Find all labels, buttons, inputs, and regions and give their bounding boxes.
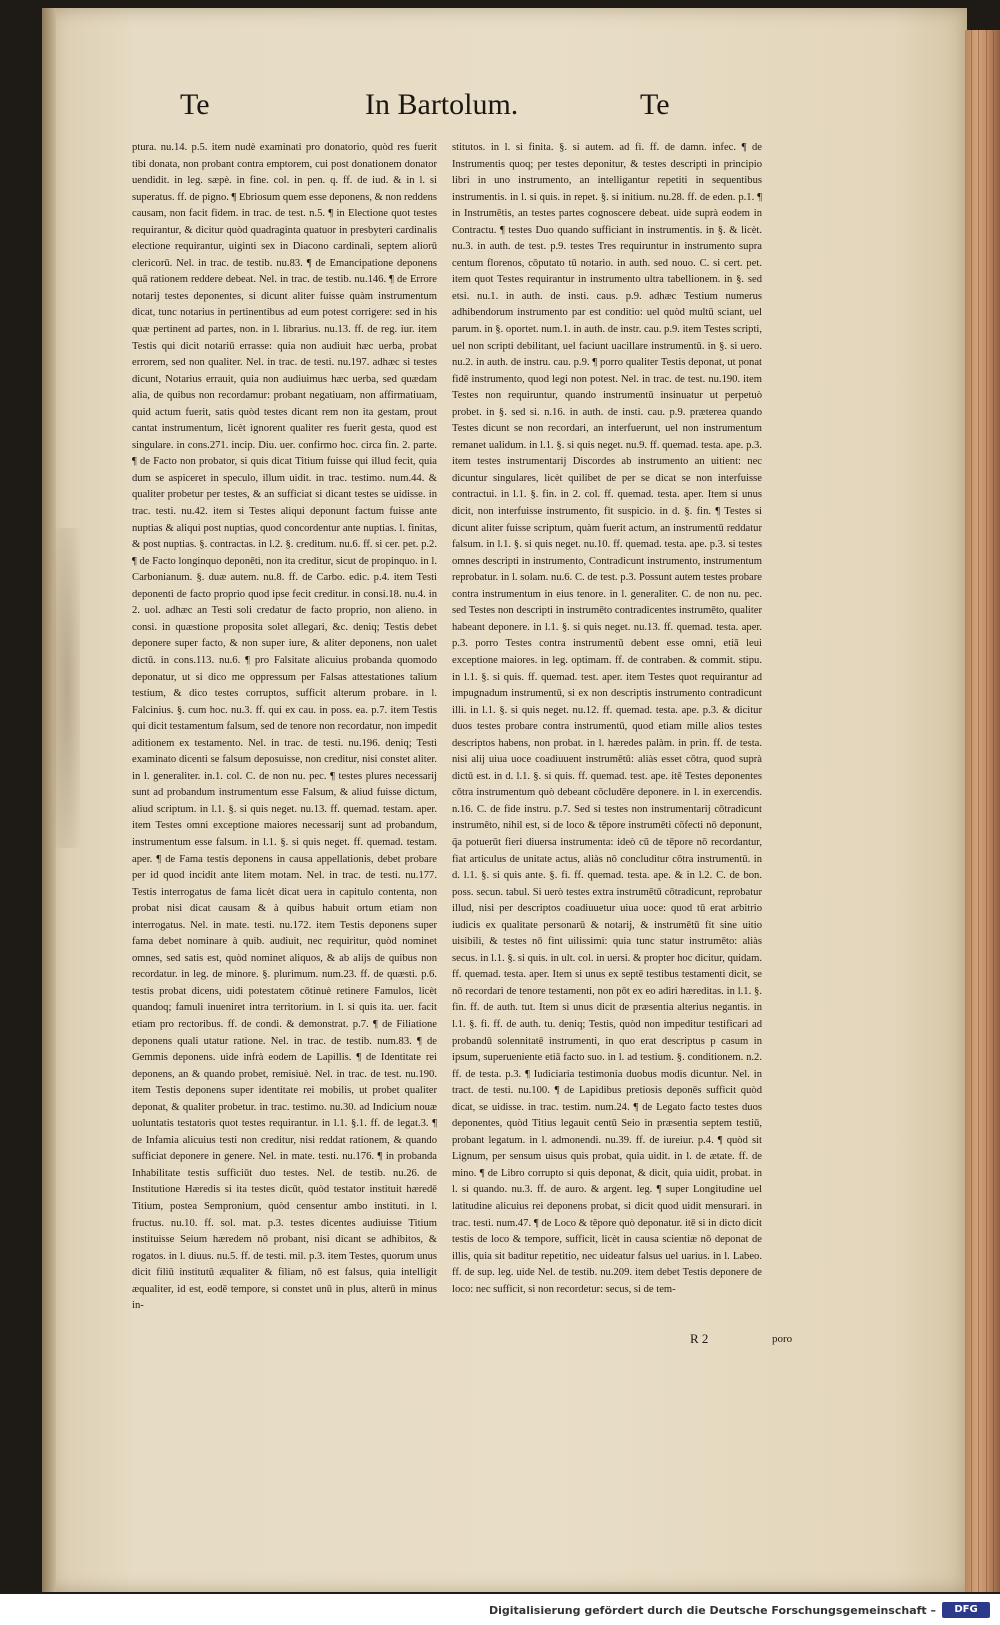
catchword: poro	[772, 1333, 793, 1345]
page-stain	[54, 528, 80, 848]
digitization-footer	[0, 1594, 1000, 1625]
running-head-left: Te	[180, 88, 210, 121]
dfg-logo: DFG	[942, 1602, 990, 1618]
digitization-note: Digitalisierung gefördert durch die Deutsche Forschungsgemeinschaft –	[489, 1604, 936, 1617]
running-head-right: Te	[640, 88, 670, 121]
running-head-title: In Bartolum.	[365, 88, 519, 121]
running-header	[110, 88, 810, 138]
page-edge-line	[993, 30, 994, 1592]
page-edge-line	[986, 30, 987, 1592]
signature-mark: R 2	[690, 1331, 709, 1346]
page-edge-line	[978, 30, 979, 1592]
text-column-right	[452, 140, 762, 1298]
page-edge-line	[971, 30, 972, 1592]
column-text: stitutos. in l. si finita. §. si autem. ad fi. ff. de damn. infec. ¶ de Instrumentis quoq; per testes deponitur, & testes descripti in principio libri in uno instrumento, an intelligantur repetiti in sequentibus instrumentis. in l. si quis. in repet. §. si initium. nu.28. ff. de eden. p.1. ¶ in Instrumētis, an testes partes cognoscere debeat. uide suprà eodem in Contractu. ¶ testes Duo quando sufficiant in instrumentis. in §. & licèt. nu.3. in auth. de test. p.9. testes Tres requiruntur in instrumento supra centum florenos, cōputato tū notario. in auth. sed nouo. C. si cert. pet. item quot Testes requirantur in instrumento ultra tabellionem. in §. sed etsi. nu.1. in auth. de insti. caus. p.9. adhæc Testium numerus adhibendorum instrumento par est conditio: uel quòd multū sciant, uel parum. in §. oportet. num.1. in auth. de instr. cau. p.9. item Testes scripti, uel non scripti debilitant, uel faciunt uacillare instrumentū. in §. si uero. nu.2. in auth. de instru. cau. p.9. ¶ porro qualiter Testis deponat, ut ponat fidē instrumento, quod legi non potest. Nel. in trac. de test. nu.190. item Testes non requiruntur, quando instrumentū insinuatur ut perpetuò probet. in §. sed si. n.16. in auth. de insti. cau. p.9. præterea quando Testes dicunt se non recordari, an interfuerunt, uel non instrumentum remanet ualidum. in l.1. §. si quis neget. nu.9. ff. quemad. testa. ape. p.3. item testes instrumentarij Discordes ab instrumento an uitient: nec dicuntur singulares, licèt quilibet de per se dicat se non interfuisse contractui. in l.1. §. fin. in 2. col. ff. quemad. testa. aper. Item si unus dicit, non interfuisse instrumento, fit suspicio. in d. §. fin. ¶ Testes si dicunt aliter fuisse scriptum, quàm fuerit actum, an instrumentū reddatur falsum. in l.1. §. si quis neget. nu.10. ff. quemad. testa. ape. p.3. si testes omnes descripti in instrumento, Contradicunt instrumento, instrumentum reprobatur. in l. solam. nu.6. C. de test. p.3. Possunt autem testes probare contra instrumentum in eius tenore. in l. generaliter. C. de non nu. pec. sed Testes non descripti in instrumēto contradicentes instrumēto, qualiter habeant deponere. in l.1. §. si quis neget. nu.13. ff. quemad. testa. aper. p.3. porro Testes contra instrumentū debent esse omni, etiā leui exceptione maiores. in leg. optimam. ff. de contraben. & commit. stipu. in l.1. §. si quis. ff. quemad. test. aper. item Testes quot requirantur ad impugnadum instrumentū, si ex non descriptis instrumento contradicunt illi. in l.1. §. si quis neget. nu.12. ff. quemad. testa. ape. p.3. & dicitur duos testes probare contra instrumentū, quod etiam mille alios testes descriptos habens, non probat. in l. hæredes palàm. in prin. ff. de testa. nisi alij uiua uoce coadiuuent instrumētū: aliàs esset cōtra, quod suprà dictū est. in d. l.1. §. si quis. ff. quemad. test. ape. itē Testes deponentes cōtra instrumentum quò debeant cōcludēre deponere. in l. in exercendis. n.16. C. de fide instru. p.7. Sed si testes non instrumentarij cōtradicunt instrumēto, nihil est, si de loco & tēpore instrumēti cōfecti nō deponunt, q̃a potuerūt fieri diuersa instrumenta: ideò cū de tēpore nō recordantur, fiat articulus de unitate actus, aliàs nō concluditur cōtra instrumentū. in d. l.1. §. si quis ante. §. fi. ff. quemad. testa. ape. & in l.2. C. de bon. poss. secun. tabul. Si uerò testes extra instrumētū cōtradicunt, reprobatur illud, nisi per descriptos coadiuuetur uiua uoce: quod tū erat arbitrio iudicis ex qualitate personarū & notarij, & instrumētū fit sine uitio uisibili, & testes nō fint uilissimi: quia tunc statur instrumēto: aliàs secus. in l.1. §. si quis. in ult. col. in uersi. & propter hoc dicitur, quidam. ff. quemad. testa. aper. Item si unus ex septē testibus testamenti dicit, se nō recordari de tenore testamenti, non pōt ex eo adiri hæreditas. in l.1. §. fin. ff. de auth. tut. Item si unus dicit de præsentia alterius negantis. in l.1. §. fi. ff. de auth. tu. deniq; Testis, quòd non impeditur testificari ad probandū solennitatē instrumenti, in quo erat descriptus p casum in ipsum, superueniente etiā facto suo. in l. ad testium. §. conditionem. n.2. ff. de testa. p.3. ¶ Iudiciaria testimonia duobus modis dicuntur. Nel. in tract. de testi. nu.100. ¶ de Lapidibus pretiosis deponēs sufficit quòd dicat, se uidisse. in trac. testim. num.24. ¶ de Legato facto testes duos deponentes, quòd Titius legauit centū Seio in præsentia septem testiū, probant legatum. in l. admonendi. nu.39. ff. de iureiur. p.4. ¶ quòd sit Lignum, per sensum uisus quis probat, quia uidit. in l. de ætate. ff. de mino. ¶ de Libro corrupto si quis deponat, & dicit, quia uidit, probat. in l. si quando. nu.3. ff. de auro. & argent. leg. ¶ super Longitudine uel latitudine alicuius rei deponens probat, si dicit quod uidit mensurari. in trac. testi. num.47. ¶ de Loco & tēpore quò deponatur. itē si in dicto dicit testis de loco & tempore, sufficit, licèt in causa scientiæ nō deponat de illis, quia sit baditur repetitio, nec uideatur falsus uel uarius. in l. Labeo. ff. de sup. leg. uide Nel. de testib. nu.209. item debet Testis deponere de loco: nec sufficit, si non recordetur: secus, si de tem-	[452, 142, 762, 1295]
column-text: ptura. nu.14. p.5. item nudè examinati pro donatorio, quòd res fuerit tibi donata, non probant contra emptorem, cui post donationem donator uendidit. in leg. sæpè. in fine. col. in pen. q. ff. de iud. & in l. si superatus. ff. de pigno. ¶ Ebriosum quem esse deponens, & non reddens causam, non facit fidem. in trac. de test. n.5. ¶ in Electione quot testes requirantur, & dicitur quòd quadraginta quatuor in presbyteri cardinalis electione requirantur, uiginti sex in Diacono cardinali, septem aliorū clericorū. Nel. in trac. de testib. nu.83. ¶ de Emancipatione deponens quā rationem reddere debeat. Nel. in trac. de testib. nu.146. ¶ de Errore notarij testes deponentes, si dicunt aliter fuisse quàm instrumentum dicat, tunc notarius in pertinentibus ad eum potest corrigere: sed in his quæ pertinent ad partes, non. in l. librarius. nu.13. ff. de reg. iur. item Testis qui dicit notariū errasse: quia non audiuit hæc uerba, probat errorem, sed non qualiter. Nel. in trac. de testi. nu.197. adhæc si testes dicunt, Notarius errauit, quia non audiuimus hæc uerba, sed quædam alia, de quibus non recordamur: probant negatiuam, non affirmatiuam, quid actum fuerit, satis quòd testes dicant rem non ita gestam, prout cantat instrumentum, licèt ignorent qualiter res fuerit gesta, quod est singulare. in cons.271. incip. Diu. uer. confirmo hoc. circa fin. 2. parte. ¶ de Facto non probator, si quis dicat Titium fuisse qui illud fecit, quia dum se aspiceret in speculo, illum uidit. in trac. testimo. num.44. & qualiter probetur per testes, & an sufficiat si dicant testes se uidisse. in trac. testi. nu.42. item si Testes aliqui deponunt factum fuisse ante nuptias & aliqui post nuptias, quod concordentur ante nuptias. l. finitas, & post nuptias. §. contractas. in l.2. §. creditum. nu.6. ff. si cer. pet. p.2. ¶ de Facto longinquo deponēti, non ita creditur, sicut de propinquo. in l. Carbonianum. §. duæ autem. nu.8. ff. de Carbo. edic. p.4. item Testi deponenti de facto proprio quod ipse fecit creditur. in consi.18. nu.4. in 2. uol. adhæc an Testi soli credatur de facto proprio, non alieno. in consi. in quæstione proposita solet allegari, &c. deniq; Testis debet deponere super facto, & non super iure, & aliter deponens, non ualet dictū. in cons.113. nu.6. ¶ pro Falsitate alicuius probanda quomodo deponatur, ut si dico me oppressum per Falsas attestationes talium testium, & dico testes corruptos, sufficit alterum probare. in l. Falcinius. §. cum hoc. nu.3. ff. qui ex cau. in poss. ea. p.7. item Testis qui dicit testamentum falsum, sed de tenore non recordatur, non impedit aditionem ex testamento. Nel. in trac. de testi. nu.196. deniq; Testi examinato dicenti se falsum deposuisse, non creditur, nisi constet aliter. in l. generaliter. in.1. col. C. de non nu. pec. ¶ testes plures necessarij sunt ad probandum instrumentum esse Falsum, & aliud fuisse dictum, aliud scriptum. in l.1. §. si quis neget. nu.13. ff. quemad. testam. aper. item Testes omni exceptione maiores necessarij sunt ad probandum, instrumentum esse falsum. in l.1. §. si quis neget. ff. quemad. testam. aper. ¶ de Fama testis deponens in causa appellationis, debet probare per id quod incidit ante litem motam. Nel. in trac. de testi. nu.177. Testis interrogatus de fama licèt dicat uera in capitulo contenta, non probat nisi dicat causam & à quibus habuit ortum etiam non interrogatus. Nel. in mate. testi. nu.172. item Testis deponens super fama debet nominare à quib. audiuit, nec requiritur, quòd nominet omnes, sed satis est, quòd nominet aliquos, & ab alijs de quibus non recordatur. in leg. de minore. §. plurimum. num.23. ff. de quæsti. p.6. testis probat dicens, uidi potestatem cōtinuè retinere Famulos, licèt quandoq; famuli inueniret intra territorium. in l. si quis ita. uer. facit etiam pro rectoribus. ff. de condi. & demonstrat. p.7. ¶ de Filiatione deponens quali utatur ratione. Nel. in trac. de testib. num.83. ¶ de Gemmis deponens. uide infrà eodem de Lapillis. ¶ de Identitate rei deponens, an & quando probet, remisiuè. Nel. in trac. de test. nu.190. item Testis deponens super identitate rei mobilis, ut probet qualiter deponat, & qualiter probetur. in trac. testimo. nu.30. ad Indicium nouæ uoluntatis testatoris quot testes requirantur. in l.1. §.1. ff. de legat.3. ¶ de Infamia alicuius testi non creditur, nisi reddat rationem, & quando sufficiat deponere in genere. Nel. in mate. testi. nu.176. ¶ in probanda Inhabilitate testis sufficiūt duo testes. Nel. de testib. nu.26. de Institutione Hæredis si ita testes dicūt, quòd testator instituit hæredē Titium, postea Sempronium, quòd censentur ambo instituti. in l. fructus. nu.10. ff. sol. mat. p.3. testes dicentes audiuisse Titium instituisse Seium hæredem nō probant, nisi dicant se adhibitos, & rogatos. in l. diuus. nu.5. ff. de testi. mil. p.3. item Testes, quorum unus dicit filiū institutū æqualiter & filiam, nō est falsus, quia intelligit æqualiter, id est, eodē tempore, si constet unū in plus, alterū in minus in-	[132, 142, 437, 1312]
text-column-left	[132, 140, 437, 1315]
page-edges	[965, 30, 1000, 1592]
